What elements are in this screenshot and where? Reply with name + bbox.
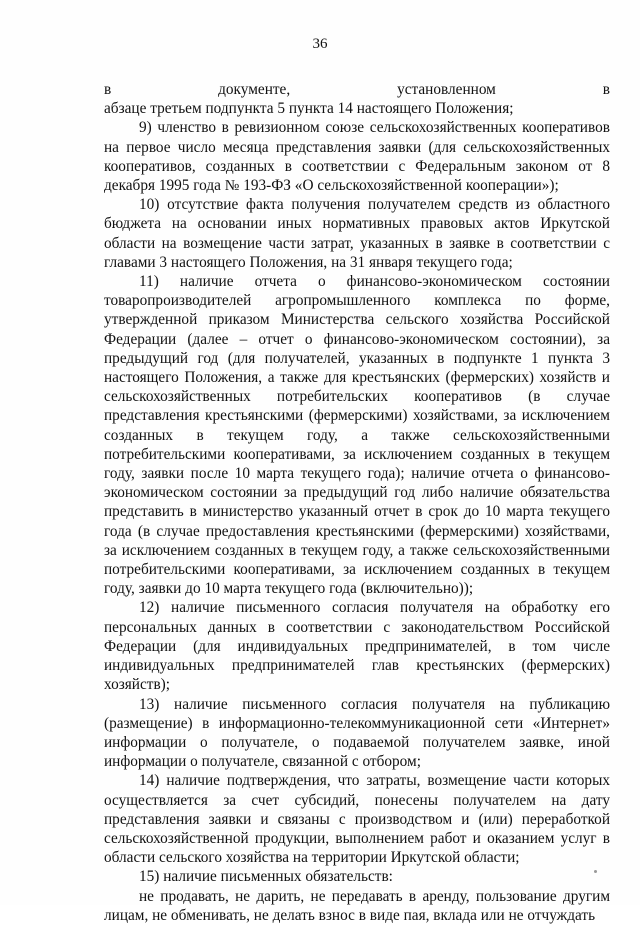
paragraph-obligation: не продавать, не дарить, не передавать в аренду, пользование другим лицам, не обменивать, не делать взнос в виде пая, вклада или не отчуждать [104, 887, 610, 924]
document-body [104, 80, 610, 925]
paragraph-item-15: 15) наличие письменных обязательств: [139, 868, 393, 886]
paragraph-item-13: 13) наличие письменного согласия получателя на публикацию (размещение) в информационно-телекоммуникационной сети «Интернет» информации о получателе, о подаваемой получателем заявке, иной информации о получателе, связанной с отбором; [104, 695, 610, 771]
paragraph-item-9: 9) членство в ревизионном союзе сельскохозяйственных кооперативов на первое число месяца представления заявки (для сельскохозяйственных кооперативов, созданных в соответствии с Федеральным законом от 8 декабря 1995 года № 193-ФЗ «О сельскохозяйственной кооперации»); [104, 119, 610, 195]
paragraph-item-14: 14) наличие подтверждения, что затраты, возмещение части которых осуществляется за счет субсидий, понесены получателем на дату представления заявки и связаны с производством и (или) переработкой сельскохозяйственной продукции, выполнением работ и оказанием услуг в области сельского хозяйства на территории Иркутской области; [104, 772, 610, 867]
paragraph-item-12: 12) наличие письменного согласия получателя на обработку его персональных данных в соответствии с законодательством Российской Федерации (для индивидуальных предпринимателей, в том числе индивидуальных предпринимателей глав крестьянских (фермерских) хозяйств); [104, 599, 610, 694]
paragraph-item-11: 11) наличие отчета о финансово-экономическом состоянии товаропроизводителей агропромышленного комплекса по форме, утвержденной приказом Министерства сельского хозяйства Российской Федерации (далее – отчет о финансово-экономическом состоянии), за предыдущий год (для получателей, указанных в подпункте 1 пункта 3 настоящего Положения, а также для крестьянских (фермерских) хозяйств и сельскохозяйственных потребительских кооперативов (в случае представления крестьянскими (фермерскими) хозяйствами, за исключением созданных в текущем году, а также сельскохозяйственными потребительскими кооперативами, за исключением созданных в текущем году, заявки после 10 марта текущего года); наличие отчета о финансово-экономическом состоянии за предыдущий год либо наличие обязательства представить в министерство указанный отчет в срок до 10 марта текущего года (в случае предоставления крестьянскими (фермерскими) хозяйствами, за исключением созданных в текущем году, а также сельскохозяйственными потребительскими кооперативами, за исключением созданных в текущем году, заявки до 10 марта текущего года (включительно)); [104, 273, 610, 598]
paragraph-item-10: 10) отсутствие факта получения получателем средств из областного бюджета на основании иных нормативных правовых актов Иркутской области на возмещение части затрат, указанных в заявке в соответствии с главами 3 настоящего Положения, на 31 января текущего года; [104, 196, 610, 271]
word: в [602, 81, 610, 98]
continuation-paragraph: абзаце третьем подпункта 5 пункта 14 настоящего Положения; [104, 100, 514, 118]
continuation-first-line [104, 80, 610, 99]
word: установленном [397, 81, 496, 98]
page-number: 36 [312, 36, 328, 52]
word: в [104, 81, 112, 98]
scan-speck [594, 870, 597, 873]
word: документе, [218, 81, 291, 98]
